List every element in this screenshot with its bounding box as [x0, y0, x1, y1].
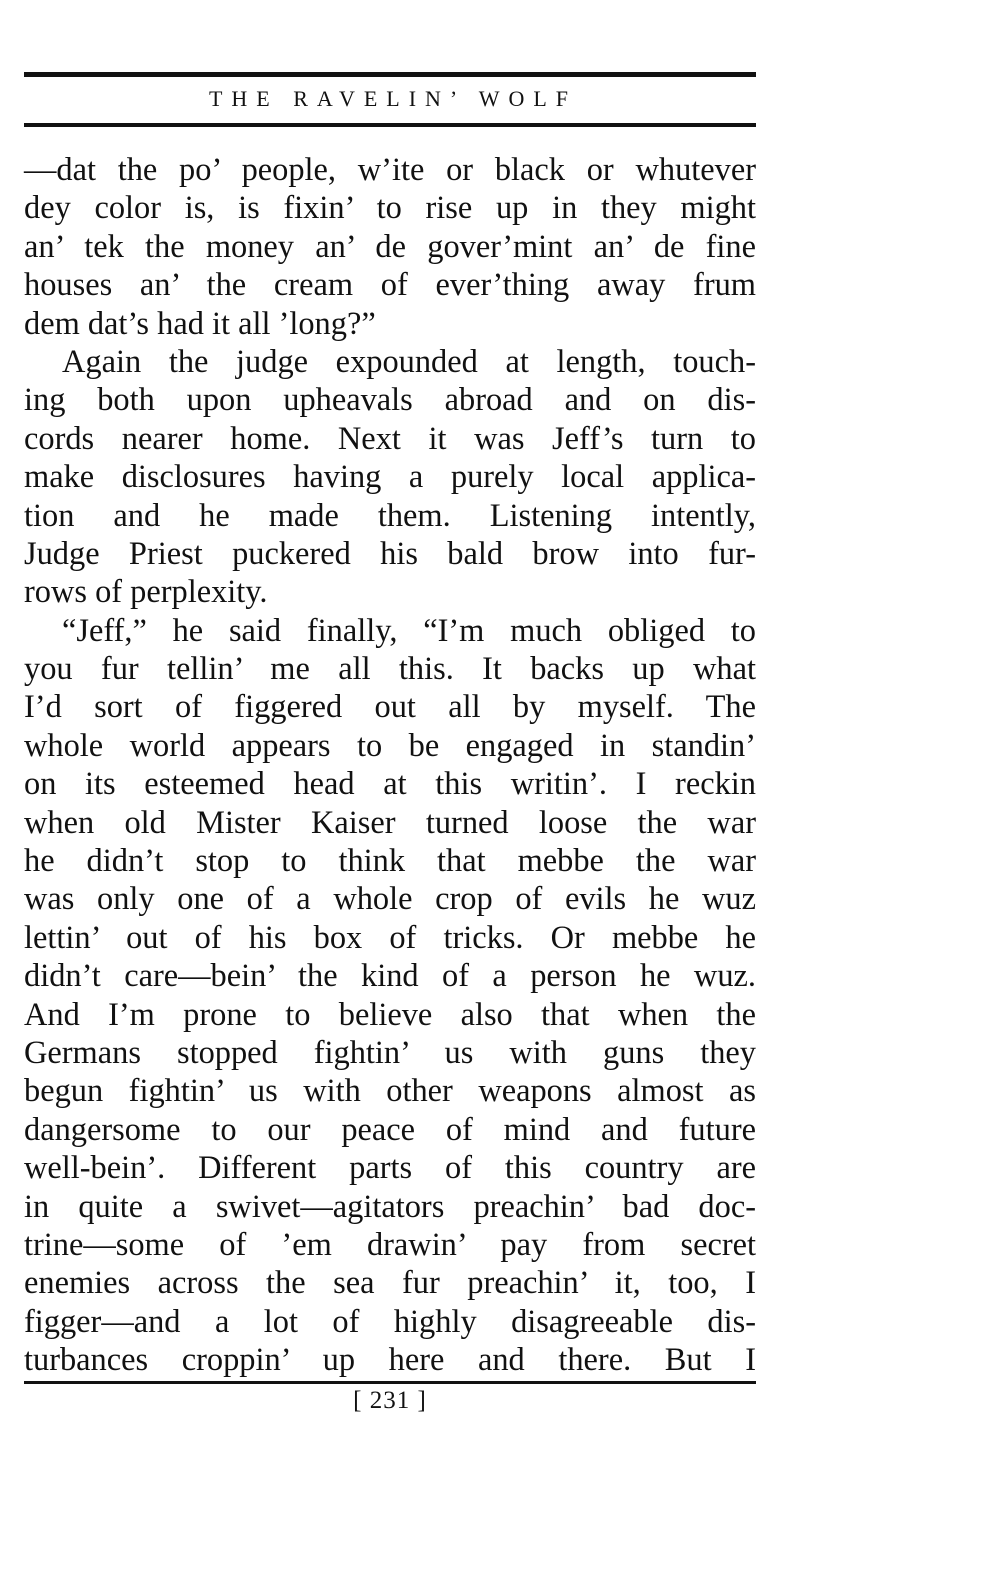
text-line: houses an’ the cream of ever’thing away frum [24, 267, 756, 304]
running-title: THE RAVELIN’ WOLF [208, 86, 578, 111]
text-line: rows of perplexity. [24, 574, 268, 611]
text-line: figger—and a lot of highly disagreeable dis- [24, 1303, 756, 1340]
text-line: enemies across the sea fur preachin’ it, too, I [24, 1265, 756, 1302]
header-rule [24, 123, 756, 127]
footer-rule [24, 1381, 756, 1384]
text-line: an’ tek the money an’ de gover’mint an’ de fine [24, 228, 756, 265]
text-line: cords nearer home. Next it was Jeff’s turn to [24, 420, 756, 457]
text-line: Again the judge expounded at length, touch- [62, 343, 756, 380]
text-line: dey color is, is fixin’ to rise up in they might [24, 190, 756, 227]
text-line: Judge Priest puckered his bald brow into fur- [24, 535, 756, 572]
text-line: you fur tellin’ me all this. It backs up what [24, 651, 756, 688]
text-line: dangersome to our peace of mind and future [24, 1111, 756, 1148]
text-line: ing both upon upheavals abroad and on dis- [24, 382, 756, 419]
text-line: tion and he made them. Listening intently, [24, 497, 756, 534]
text-line: on its esteemed head at this writin’. I reckin [24, 766, 756, 803]
text-line: begun fightin’ us with other weapons almost as [24, 1073, 756, 1110]
text-line: in quite a swivet—agitators preachin’ bad doc- [24, 1188, 756, 1225]
text-line: Germans stopped fightin’ us with guns they [24, 1034, 756, 1071]
text-line: was only one of a whole crop of evils he wuz [24, 881, 756, 918]
body-text [24, 151, 756, 1380]
book-page [24, 72, 756, 1416]
text-line: didn’t care—bein’ the kind of a person he wuz. [24, 958, 756, 995]
text-line: I’d sort of figgered out all by myself. The [24, 689, 756, 726]
text-line: —dat the po’ people, w’ite or black or whutever [24, 152, 756, 188]
text-line: And I’m prone to believe also that when the [24, 996, 756, 1033]
text-line: “Jeff,” he said finally, “I’m much obliged to [62, 612, 756, 649]
text-line: trine—some of ’em drawin’ pay from secret [24, 1226, 756, 1263]
text-line: when old Mister Kaiser turned loose the war [24, 804, 756, 841]
text-line: well-bein’. Different parts of this country are [24, 1150, 756, 1187]
text-line: whole world appears to be engaged in standin’ [24, 727, 756, 764]
text-line: lettin’ out of his box of tricks. Or mebbe he [24, 919, 756, 956]
page-number: [ 231 ] [353, 1386, 427, 1414]
text-line: he didn’t stop to think that mebbe the war [24, 843, 756, 880]
text-line: make disclosures having a purely local applica- [24, 459, 756, 496]
text-line: dem dat’s had it all ’long?” [24, 305, 376, 342]
text-line: turbances croppin’ up here and there. But I [24, 1342, 756, 1379]
